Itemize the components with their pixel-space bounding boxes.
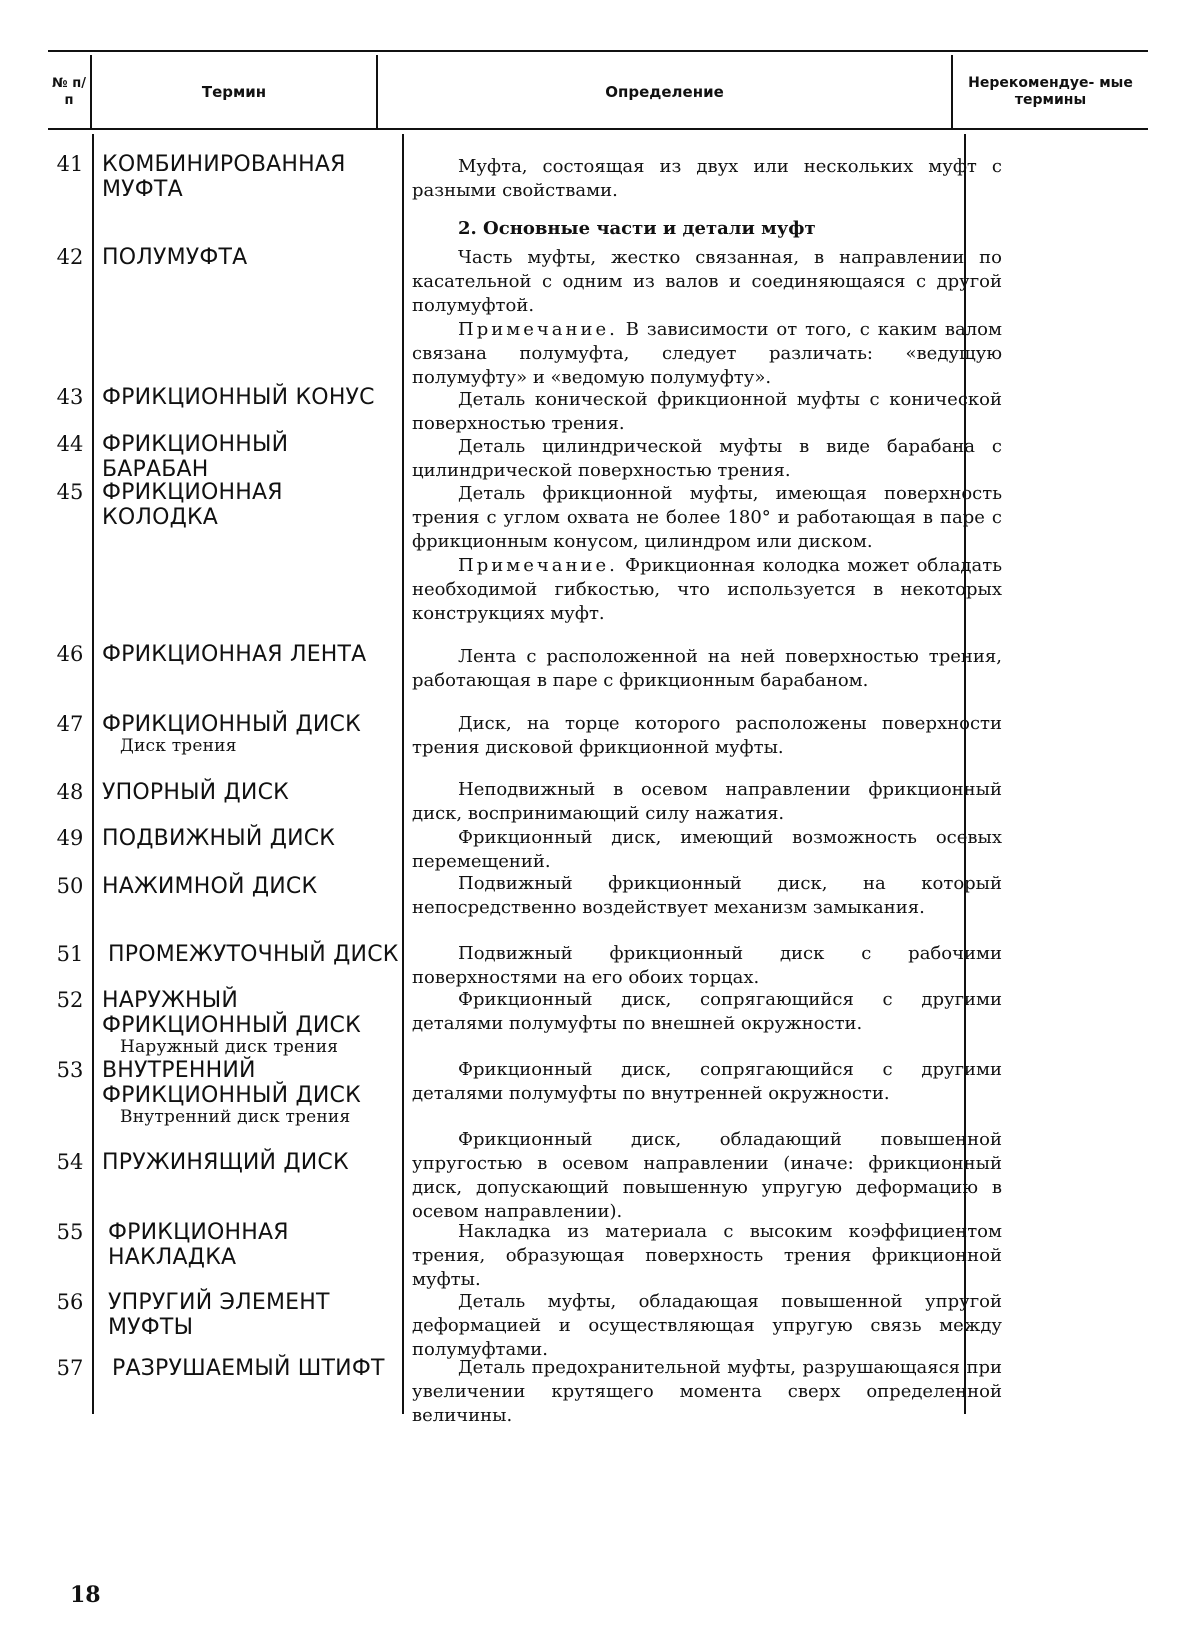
row-number: 56: [56, 1290, 84, 1314]
definition: Лента с расположенной на ней поверхностью трения, работающая в паре с фрикционным барабаном.: [412, 646, 1002, 691]
section-title: 2. Основные части и детали муфт: [458, 218, 816, 239]
term: ФРИКЦИОННЫЙ БАРАБАН: [102, 432, 289, 482]
definition: Часть муфты, жестко связанная, в направлении по касательной с одним из валов и соединяющаяся с другой полумуфтой. Примечание. В зависимости от того, с каким валом связана полумуфта, следует различать: «ведущую полумуфту» и «ведомую полумуфту».: [412, 247, 1002, 388]
term: ПРУЖИНЯЩИЙ ДИСК: [102, 1150, 349, 1175]
term: НАРУЖНЫЙ ФРИКЦИОННЫЙ ДИСК Наружный диск трения: [102, 988, 402, 1057]
definition: Подвижный фрикционный диск, на который непосредственно воздействует механизм замыкания.: [412, 873, 1002, 918]
definition: Деталь конической фрикционной муфты с конической поверхностью трения.: [412, 389, 1002, 434]
definition: Муфта, состоящая из двух или нескольких муфт с разными свойствами.: [412, 156, 1002, 201]
term: УПРУГИЙ ЭЛЕМЕНТ МУФТЫ: [108, 1290, 330, 1340]
header-top-rule: [48, 50, 1148, 52]
term: УПОРНЫЙ ДИСК: [102, 780, 289, 805]
term: РАЗРУШАЕМЫЙ ШТИФТ: [112, 1356, 385, 1381]
definition: Фрикционный диск, сопрягающийся с другими деталями полумуфты по внешней окружности.: [412, 989, 1002, 1034]
row-number: 45: [56, 480, 84, 504]
synonym: Внутренний диск трения: [120, 1107, 351, 1127]
term: ПРОМЕЖУТОЧНЫЙ ДИСК: [108, 942, 399, 967]
term: ПОЛУМУФТА: [102, 245, 248, 270]
header-number: № п/п: [52, 76, 86, 108]
term: КОМБИНИРОВАННАЯ МУФТА: [102, 152, 346, 202]
definition: Деталь муфты, обладающая повышенной упругой деформацией и осуществляющая упругую связь между полумуфтами.: [412, 1291, 1002, 1360]
term: ПОДВИЖНЫЙ ДИСК: [102, 826, 336, 851]
term: ФРИКЦИОННАЯ КОЛОДКА: [102, 480, 283, 530]
header-bottom-rule: [48, 128, 1148, 130]
header-term: Термин: [201, 82, 267, 101]
row-number: 49: [56, 826, 84, 850]
definition: Фрикционный диск, имеющий возможность осевых перемещений.: [412, 827, 1002, 872]
row-number: 42: [56, 245, 84, 269]
definition: Диск, на торце которого расположены поверхности трения дисковой фрикционной муфты.: [412, 713, 1002, 758]
header-definition: Определение: [605, 82, 724, 101]
row-number: 43: [56, 385, 84, 409]
note: Примечание. Фрикционная колодка может обладать необходимой гибкостью, что используется в некоторых конструкциях муфт.: [412, 555, 1002, 624]
term: ФРИКЦИОННАЯ ЛЕНТА: [102, 642, 367, 667]
term: ФРИКЦИОННЫЙ КОНУС: [102, 385, 375, 410]
page-number: 18: [70, 1582, 101, 1608]
definition: Подвижный фрикционный диск с рабочими поверхностями на его обоих торцах.: [412, 943, 1002, 988]
term: ФРИКЦИОННЫЙ ДИСК Диск трения: [102, 712, 402, 756]
definition: Накладка из материала с высоким коэффициентом трения, образующая поверхность трения фрикционной муфты.: [412, 1221, 1002, 1290]
definition: Фрикционный диск, сопрягающийся с другими деталями полумуфты по внутренней окружности.: [412, 1059, 1002, 1104]
definition: Деталь предохранительной муфты, разрушающаяся при увеличении крутящего момента сверх определенной величины.: [412, 1357, 1002, 1426]
column-divider-1: [92, 134, 94, 1414]
row-number: 44: [56, 432, 84, 456]
term: ФРИКЦИОННАЯ НАКЛАДКА: [108, 1220, 289, 1270]
definition: Фрикционный диск, обладающий повышенной упругостью в осевом направлении (иначе: фрикционный диск, допускающий повышенную упругую деформацию в осевом направлении).: [412, 1129, 1002, 1222]
definition: Неподвижный в осевом направлении фрикционный диск, воспринимающий силу нажатия.: [412, 779, 1002, 824]
row-number: 41: [56, 152, 84, 176]
note: Примечание. В зависимости от того, с каким валом связана полумуфта, следует различать: «ведущую полумуфту» и «ведомую полумуфту».: [412, 319, 1002, 388]
term: ВНУТРЕННИЙ ФРИКЦИОННЫЙ ДИСК Внутренний диск трения: [102, 1058, 402, 1127]
row-number: 54: [56, 1150, 84, 1174]
row-number: 52: [56, 988, 84, 1012]
definition: Деталь цилиндрической муфты в виде барабана с цилиндрической поверхностью трения.: [412, 436, 1002, 481]
row-number: 55: [56, 1220, 84, 1244]
row-number: 46: [56, 642, 84, 666]
term: НАЖИМНОЙ ДИСК: [102, 874, 318, 899]
row-number: 51: [56, 942, 84, 966]
row-number: 48: [56, 780, 84, 804]
row-number: 47: [56, 712, 84, 736]
definition: Деталь фрикционной муфты, имеющая поверхность трения с углом охвата не более 180° и работающая в паре с фрикционным конусом, цилиндром или диском. Примечание. Фрикционная колодка может обладать необходимой гибкостью, что используется в некоторых конструкциях муфт.: [412, 483, 1002, 624]
row-number: 50: [56, 874, 84, 898]
header-nonrecommended: Нерекомендуе- мые термины: [968, 75, 1133, 108]
synonym: Диск трения: [120, 736, 237, 756]
row-number: 57: [56, 1356, 84, 1380]
row-number: 53: [56, 1058, 84, 1082]
synonym: Наружный диск трения: [120, 1037, 339, 1057]
